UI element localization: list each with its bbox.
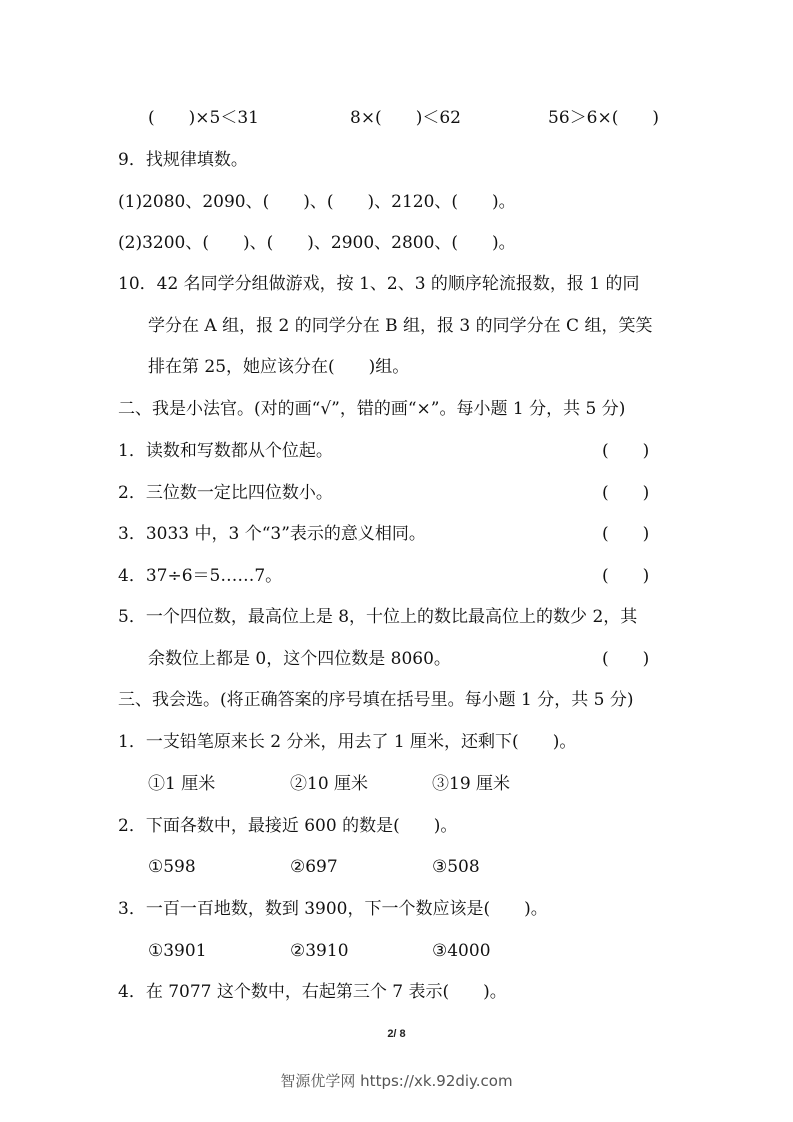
choice-option: ①3901 bbox=[148, 941, 207, 961]
q9-line-2: (2)3200、( )、( )、2900、2800、( )。 bbox=[118, 233, 516, 253]
choice-option: ③4000 bbox=[432, 941, 491, 961]
answer-blank[interactable]: ( ) bbox=[602, 483, 650, 503]
choice-option: ②10 厘米 bbox=[290, 774, 369, 794]
judge-item-5-cont: 余数位上都是 0，这个四位数是 8060。 bbox=[148, 649, 451, 669]
choice-option: ③508 bbox=[432, 857, 480, 877]
choice-option: ②697 bbox=[290, 857, 338, 877]
judge-item-1: 1．读数和写数都从个位起。 bbox=[118, 441, 333, 461]
judge-item-5: 5．一个四位数，最高位上是 8，十位上的数比最高位上的数少 2，其 bbox=[118, 607, 638, 627]
choice-q3-stem: 3．一百一百地数，数到 3900，下一个数应该是( )。 bbox=[118, 899, 548, 919]
answer-blank[interactable]: ( ) bbox=[602, 441, 650, 461]
inequality-3: 56＞6×( ) bbox=[548, 108, 659, 128]
page-number: 2/ 8 bbox=[387, 1028, 406, 1040]
q9-title: 9．找规律填数。 bbox=[118, 150, 248, 170]
answer-blank[interactable]: ( ) bbox=[602, 649, 650, 669]
answer-blank[interactable]: ( ) bbox=[602, 566, 650, 586]
footer-watermark: 智源优学网 https://xk.92diy.com bbox=[280, 1072, 513, 1090]
inequality-1: ( )×5＜31 bbox=[148, 108, 259, 128]
q10-line-2: 学分在 A 组，报 2 的同学分在 B 组，报 3 的同学分在 C 组，笑笑 bbox=[148, 316, 653, 336]
q10-line-3: 排在第 25，她应该分在( )组。 bbox=[148, 357, 410, 377]
choice-q4-stem: 4．在 7077 这个数中，右起第三个 7 表示( )。 bbox=[118, 982, 507, 1002]
judge-item-4: 4．37÷6＝5……7。 bbox=[118, 566, 283, 586]
q9-line-1: (1)2080、2090、( )、( )、2120、( )。 bbox=[118, 192, 516, 212]
section-3-heading: 三、我会选。(将正确答案的序号填在括号里。每小题 1 分，共 5 分) bbox=[118, 690, 634, 710]
choice-option: ①598 bbox=[148, 857, 196, 877]
inequality-2: 8×( )＜62 bbox=[350, 108, 461, 128]
choice-q1-stem: 1．一支铅笔原来长 2 分米，用去了 1 厘米，还剩下( )。 bbox=[118, 732, 577, 752]
section-2-heading: 二、我是小法官。(对的画“√”，错的画“×”。每小题 1 分，共 5 分) bbox=[118, 399, 626, 419]
choice-q2-stem: 2．下面各数中，最接近 600 的数是( )。 bbox=[118, 816, 458, 836]
q10-line-1: 10．42 名同学分组做游戏，按 1、2、3 的顺序轮流报数，报 1 的同 bbox=[118, 274, 640, 294]
judge-item-2: 2．三位数一定比四位数小。 bbox=[118, 483, 333, 503]
choice-option: ①1 厘米 bbox=[148, 774, 216, 794]
choice-option: ②3910 bbox=[290, 941, 349, 961]
choice-option: ③19 厘米 bbox=[432, 774, 511, 794]
answer-blank[interactable]: ( ) bbox=[602, 524, 650, 544]
judge-item-3: 3．3033 中，3 个“3”表示的意义相同。 bbox=[118, 524, 426, 544]
